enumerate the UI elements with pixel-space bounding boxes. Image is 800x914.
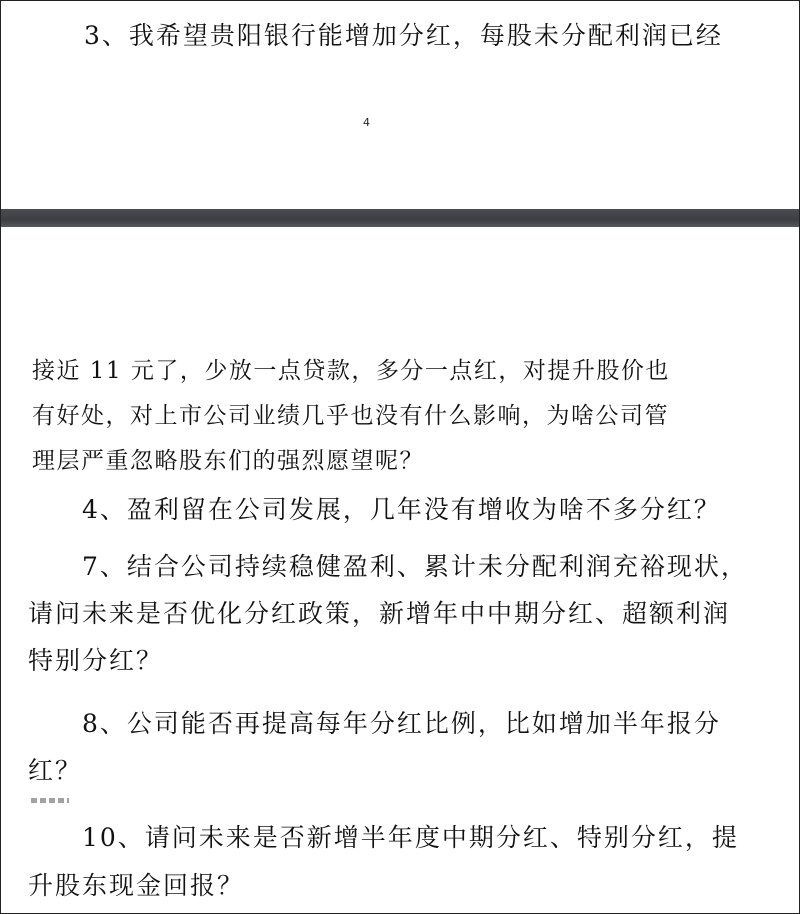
question-4: 4、盈利留在公司发展，几年没有增收为啥不多分红？ <box>82 495 721 524</box>
page-number: 4 <box>363 116 370 129</box>
question-3-line-4: 理层严重忽略股东们的强烈愿望呢？ <box>32 448 424 474</box>
question-10-line-2: 升股东现金回报？ <box>28 871 245 900</box>
question-3-line-1: 3、我希望贵阳银行能增加分红，每股未分配利润已经 <box>84 21 723 50</box>
question-8-line-2: 红？ <box>28 756 83 785</box>
question-8-line-1: 8、公司能否再提高每年分红比例，比如增加半年报分 <box>82 709 721 738</box>
scan-artifact <box>31 798 69 803</box>
question-3-line-3: 有好处，对上市公司业绩几乎也没有什么影响，为啥公司管 <box>32 403 669 429</box>
page-separator <box>1 209 799 227</box>
question-3-line-2: 接近 11 元了，少放一点贷款，多分一点红，对提升股价也 <box>32 358 670 384</box>
question-7-line-3: 特别分红？ <box>28 646 164 675</box>
question-7-line-2: 请问未来是否优化分红政策，新增年中中期分红、超额利润 <box>28 599 731 628</box>
question-10-line-1: 10、请问未来是否新增半年度中期分红、特别分红，提 <box>82 823 739 852</box>
question-7-line-1: 7、结合公司持续稳健盈利、累计未分配利润充裕现状， <box>82 552 748 581</box>
document-page-upper <box>1 1 799 209</box>
